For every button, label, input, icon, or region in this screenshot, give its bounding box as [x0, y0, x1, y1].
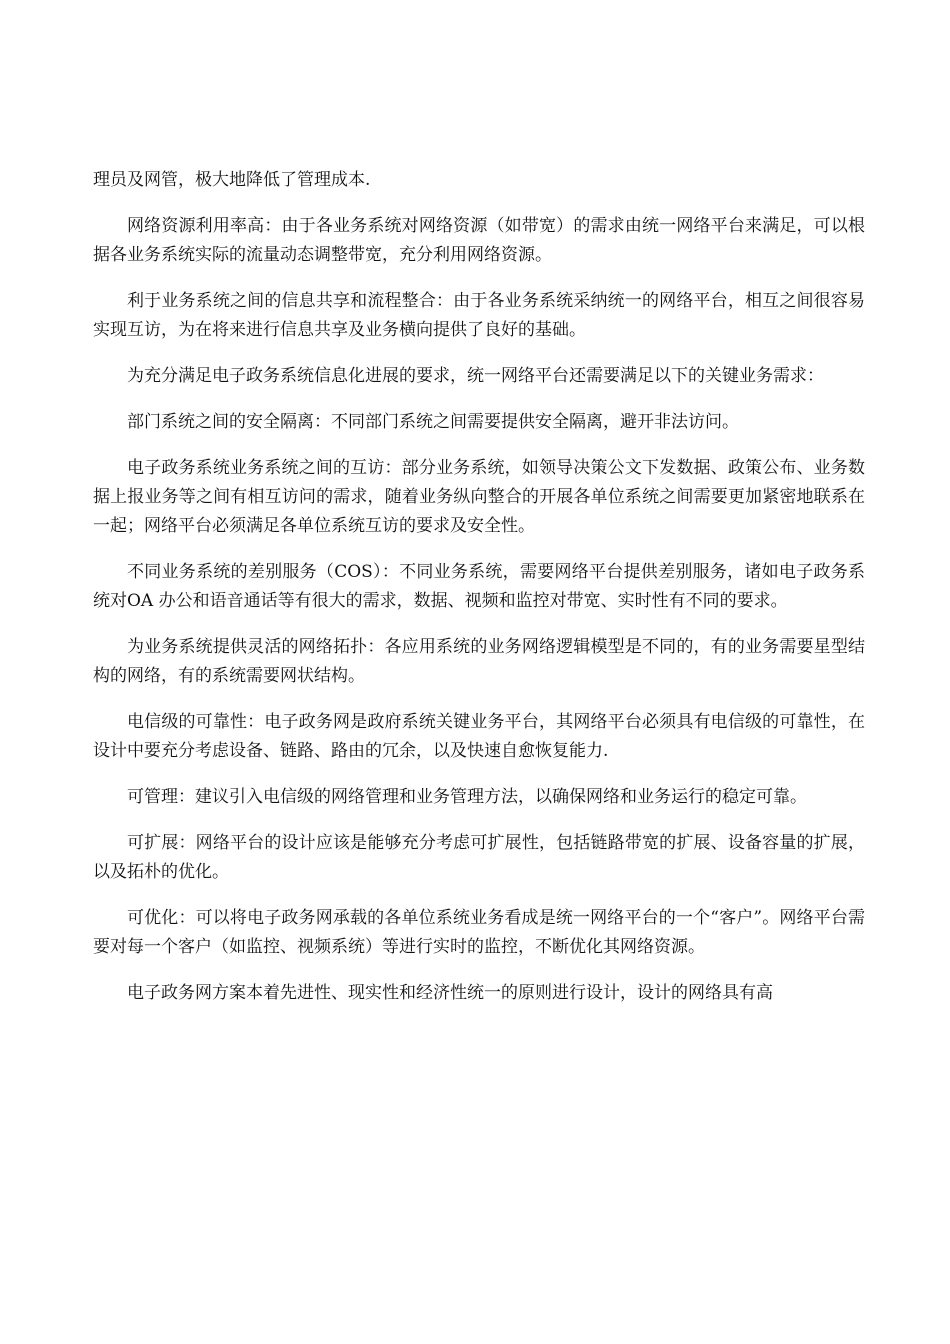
paragraph-system-interaccess: 电子政务系统业务系统之间的互访：部分业务系统，如领导决策公文下发数据、政策公布、业务数据上报业务等之间有相互访问的需求，随着业务纵向整合的开展各单位系统之间需要更加紧密地联系在一起；网络平台必须满足各单位系统互访的要求及安全性。: [93, 458, 865, 536]
paragraph-design-principles: 电子政务网方案本着先进性、现实性和经济性统一的原则进行设计，设计的网络具有高: [127, 983, 773, 1003]
paragraph-resource-utilization: 网络资源利用率高：由于各业务系统对网络资源（如带宽）的需求由统一网络平台来满足，可以根据各业务系统实际的流量动态调整带宽，充分利用网络资源。: [93, 216, 865, 265]
paragraph-key-requirements-intro: 为充分满足电子政务系统信息化进展的要求，统一网络平台还需要满足以下的关键业务需求：: [127, 366, 824, 386]
paragraph-manageability: 可管理：建议引入电信级的网络管理和业务管理方法，以确保网络和业务运行的稳定可靠。: [127, 787, 807, 807]
paragraph-carrier-reliability: 电信级的可靠性：电子政务网是政府系统关键业务平台，其网络平台必须具有电信级的可靠性，在设计中要充分考虑设备、链路、路由的冗余，以及快速自愈恢复能力.: [93, 712, 865, 761]
document-body: [93, 166, 865, 1025]
paragraph-scalability: 可扩展：网络平台的设计应该是能够充分考虑可扩展性，包括链路带宽的扩展、设备容量的扩展，以及拓朴的优化。: [93, 833, 865, 882]
paragraph-security-isolation: 部门系统之间的安全隔离：不同部门系统之间需要提供安全隔离，避开非法访问。: [127, 412, 739, 432]
paragraph-information-sharing: 利于业务系统之间的信息共享和流程整合：由于各业务系统采纳统一的网络平台，相互之间很容易实现互访，为在将来进行信息共享及业务横向提供了良好的基础。: [93, 291, 865, 340]
paragraph-differentiated-service: 不同业务系统的差别服务（COS）：不同业务系统，需要网络平台提供差别服务，诸如电子政务系统对OA 办公和语音通话等有很大的需求，数据、视频和监控对带宽、实时性有不同的要求。: [93, 562, 865, 611]
paragraph-management-cost: 理员及网管，极大地降低了管理成本.: [93, 170, 371, 190]
paragraph-optimization: 可优化：可以将电子政务网承载的各单位系统业务看成是统一网络平台的一个“客户”。网络平台需要对每一个客户（如监控、视频系统）等进行实时的监控，不断优化其网络资源。: [93, 908, 865, 957]
paragraph-flexible-topology: 为业务系统提供灵活的网络拓扑：各应用系统的业务网络逻辑模型是不同的，有的业务需要星型结构的网络，有的系统需要网状结构。: [93, 637, 865, 686]
